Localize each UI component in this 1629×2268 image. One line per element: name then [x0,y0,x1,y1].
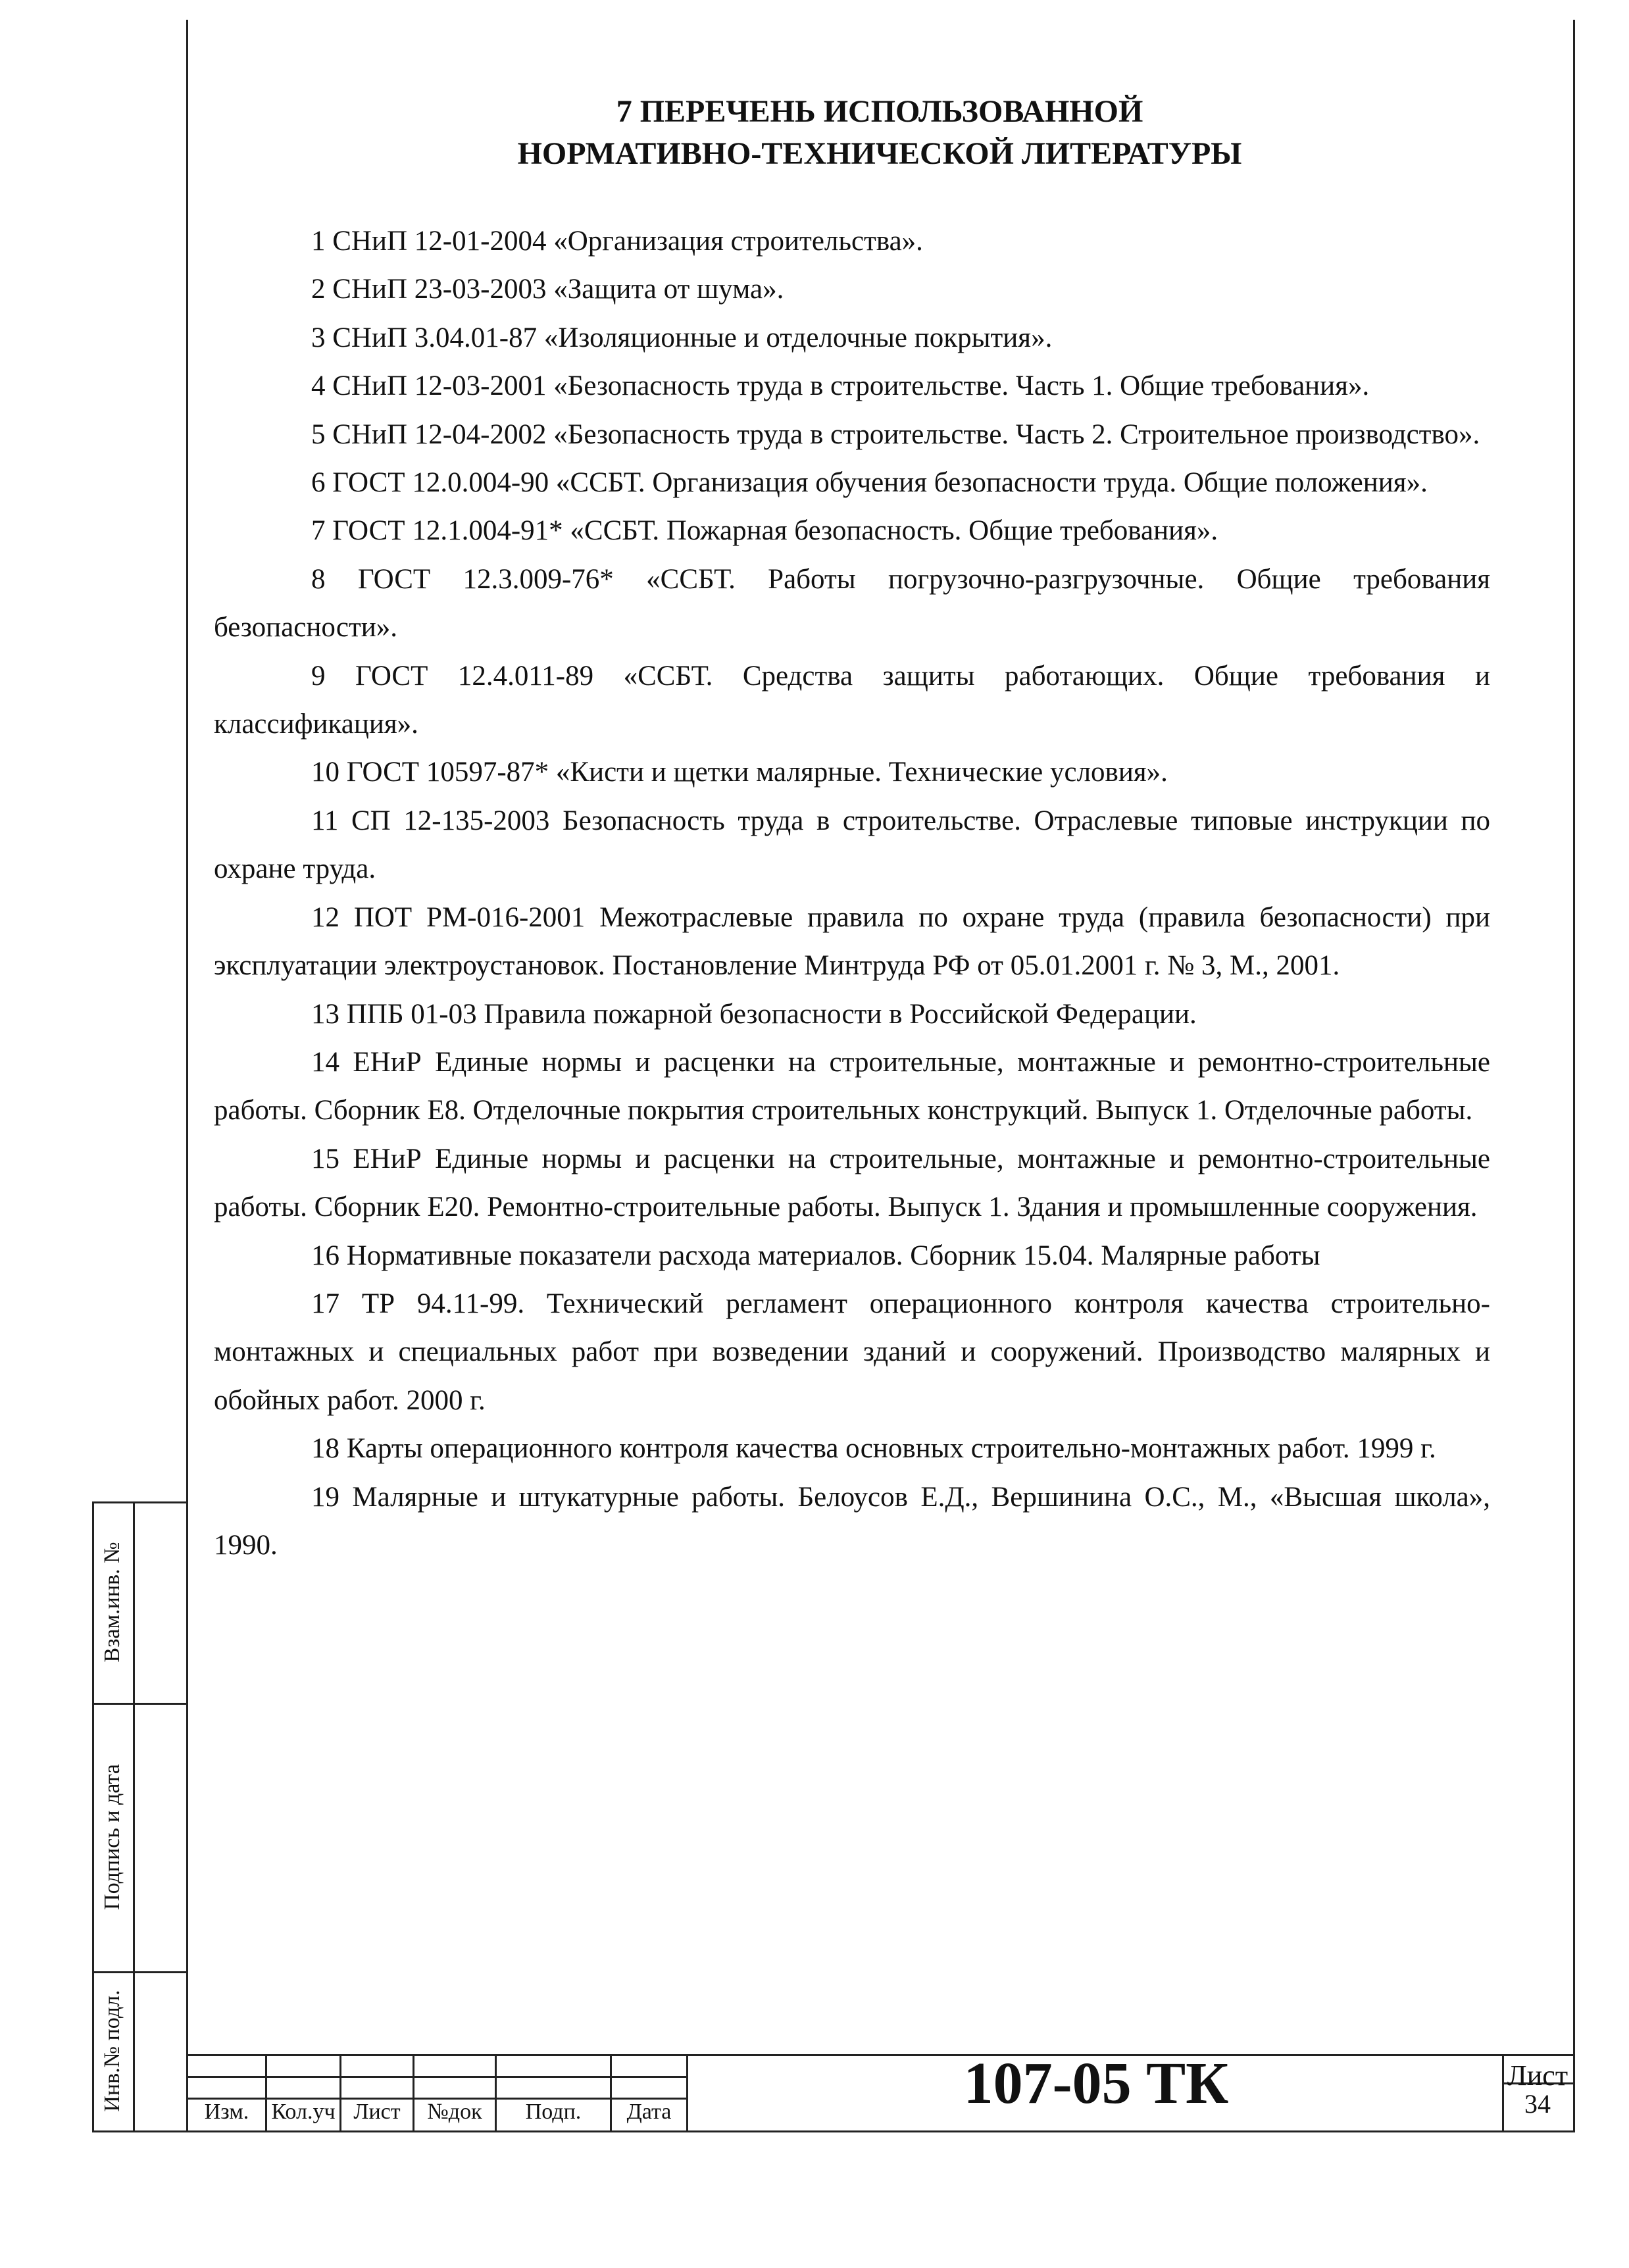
col-label-quantity: Кол.уч [271,2100,336,2124]
title-line-2: НОРМАТИВНО-ТЕХНИЧЕСКОЙ ЛИТЕРАТУРЫ [517,136,1242,171]
sheet-label: Лист [1507,2059,1568,2092]
reference-item: 18 Карты операционного контроля качества основных строительно-монтажных работ. 1999 г. [311,1433,1436,1465]
reference-item: 15 ЕНиР Единые нормы и расценки на строительные, монтажные и ремонтно-строительные работы. Сборник Е20. Ремонтно-строительные работы. Выпуск 1. Здания и промышленные сооружения. [214,1143,1490,1223]
reference-item: 3 СНиП 3.04.01-87 «Изоляционные и отделочные покрытия». [311,322,1053,353]
reference-item: 12 ПОТ РМ-016-2001 Межотраслевые правила по охране труда (правила безопасности) при эксплуатации электроустановок. Постановление Минтруда РФ от 05.01.2001 г. № 3, М., 2001. [214,901,1490,982]
side-stamp-inv-replace: Взам.инв. № [100,1542,124,1663]
reference-item: 6 ГОСТ 12.0.004-90 «ССБТ. Организация обучения безопасности труда. Общие положения». [311,467,1428,499]
frame-bottom-border [186,2130,1575,2132]
reference-item: 17 ТР 94.11-99. Технический регламент операционного контроля качества строительно-монтажных и специальных работ при возведении зданий и сооружений. Производство малярных и обойных работ. 2000 г. [214,1288,1490,1416]
reference-item: 19 Малярные и штукатурные работы. Белоусов Е.Д., Вершинина О.С., М., «Высшая школа», 1990. [214,1481,1490,1561]
reference-item: 13 ППБ 01-03 Правила пожарной безопасности в Российской Федерации. [311,998,1197,1030]
title-block-row-line [186,2076,688,2078]
sheet-number: 34 [1524,2089,1551,2119]
side-stamp-inv-original: Инв.№ подл. [100,1990,124,2112]
side-stamp-outer-line [92,1501,94,2132]
page-title [186,91,1573,175]
reference-item: 7 ГОСТ 12.1.004-91* «ССБТ. Пожарная безопасность. Общие требования». [311,515,1218,547]
reference-item: 10 ГОСТ 10597-87* «Кисти и щетки малярные. Технические условия». [311,757,1168,788]
col-label-sheet: Лист [353,2100,401,2124]
reference-item: 4 СНиП 12-03-2001 «Безопасность труда в строительстве. Часть 1. Общие требования». [311,370,1370,402]
reference-item: 14 ЕНиР Единые нормы и расценки на строительные, монтажные и ремонтно-строительные работы. Сборник Е8. Отделочные покрытия строительных конструкций. Выпуск 1. Отделочные работы. [214,1046,1490,1126]
reference-item: 2 СНиП 23-03-2003 «Защита от шума». [311,274,784,305]
frame-right-border [1573,20,1575,2132]
side-stamp-inner-line [133,1501,135,2132]
side-stamp-divider [92,1703,188,1705]
col-label-change: Изм. [204,2100,249,2124]
reference-item: 9 ГОСТ 12.4.011-89 «ССБТ. Средства защиты работающих. Общие требования и классификация». [214,660,1490,740]
reference-item: 16 Нормативные показатели расхода материалов. Сборник 15.04. Малярные работы [311,1240,1320,1271]
reference-item: 11 СП 12-135-2003 Безопасность труда в строительстве. Отраслевые типовые инструкции по охране труда. [214,805,1490,885]
reference-item: 8 ГОСТ 12.3.009-76* «ССБТ. Работы погрузочно-разгрузочные. Общие требования безопасности». [214,563,1490,643]
document-code: 107-05 ТК [963,2051,1229,2116]
reference-item: 5 СНиП 12-04-2002 «Безопасность труда в строительстве. Часть 2. Строительное производство». [311,418,1480,450]
col-label-signature: Подп. [525,2100,582,2124]
side-stamp-signature-date: Подпись и дата [100,1764,124,1910]
col-label-date: Дата [626,2100,672,2124]
col-label-doc-number: №док [427,2100,482,2124]
reference-item: 1 СНиП 12-01-2004 «Организация строительства». [311,226,923,257]
reference-list [214,217,1490,1569]
frame-left-border [186,20,188,2132]
title-line-1: 7 ПЕРЕЧЕНЬ ИСПОЛЬЗОВАННОЙ [616,94,1143,129]
